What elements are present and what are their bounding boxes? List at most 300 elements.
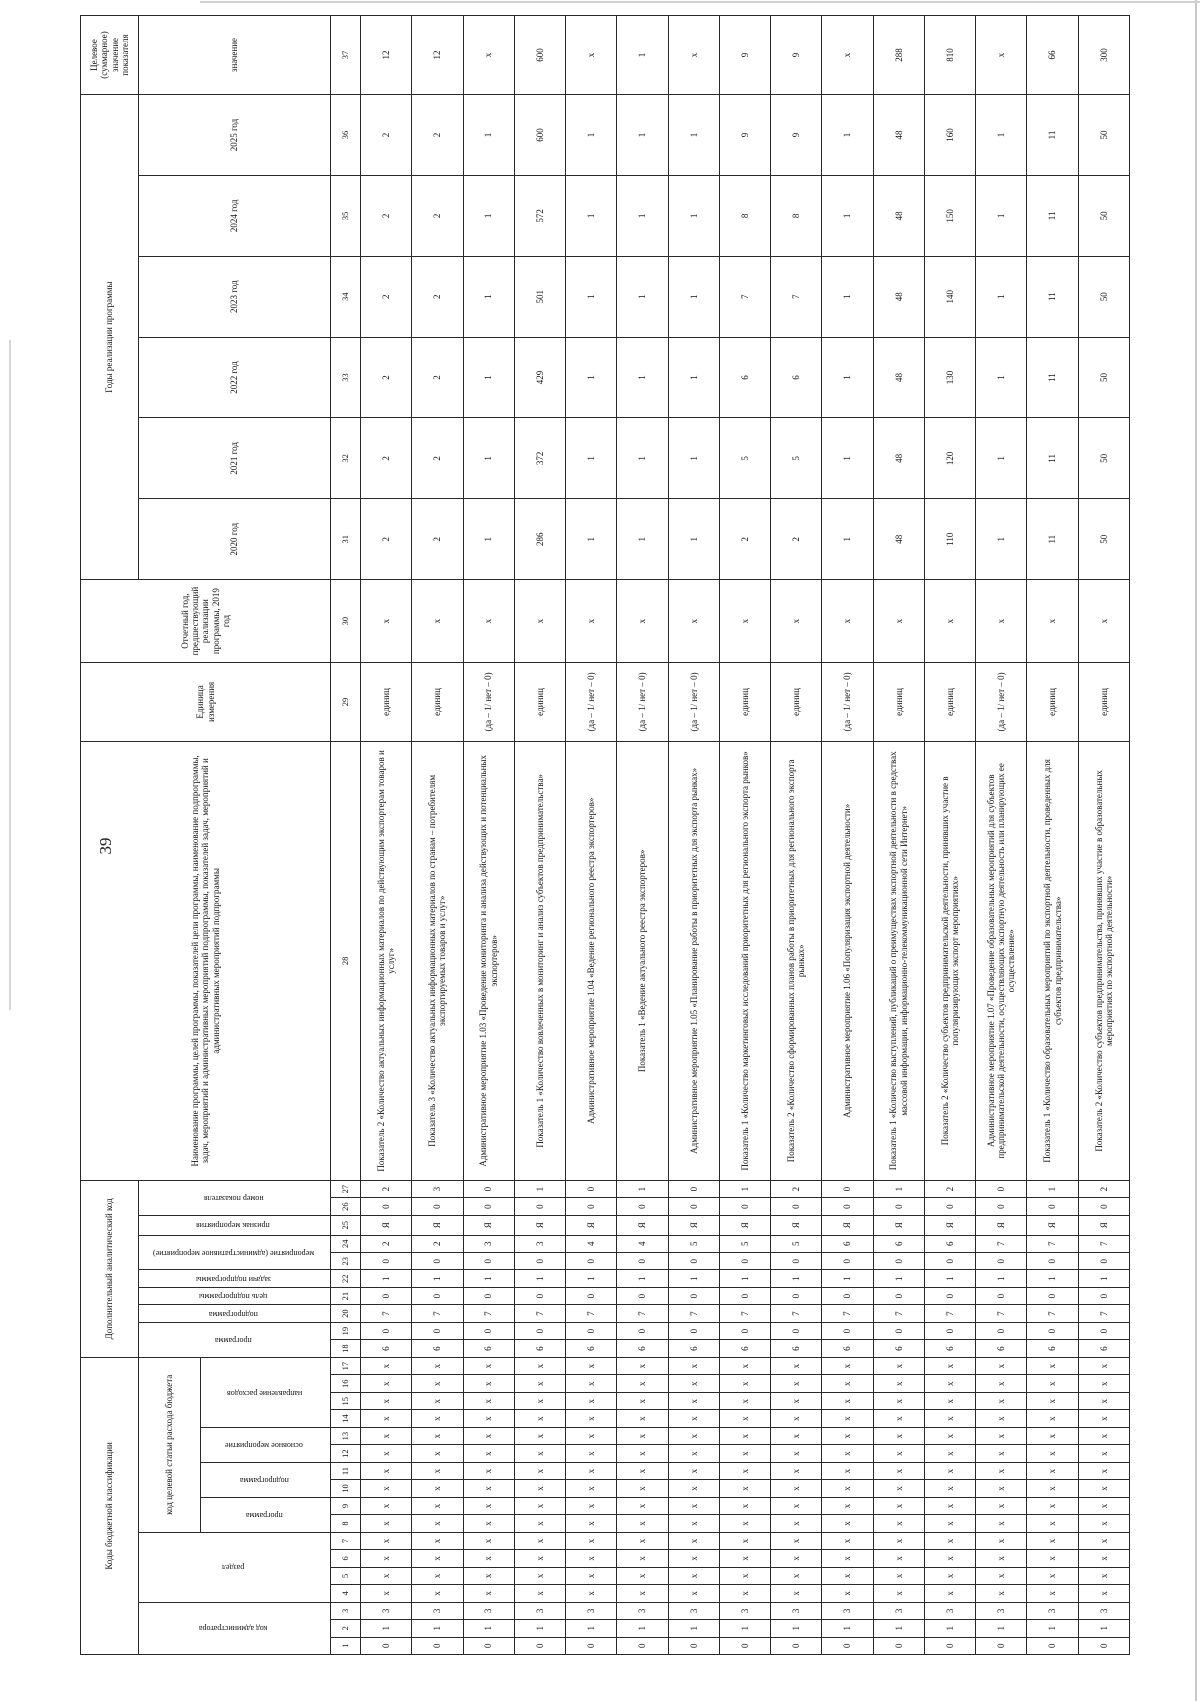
unit-cell: единиц bbox=[719, 663, 770, 742]
code-cell: х bbox=[412, 1427, 463, 1444]
code-cell: 2 bbox=[412, 1235, 463, 1252]
year-2024-header: 2024 год bbox=[139, 175, 331, 256]
direction-header: направление расходов bbox=[201, 1357, 331, 1427]
code-cell: 1 bbox=[412, 1620, 463, 1637]
year-2023-header: 2023 год bbox=[139, 256, 331, 337]
code-cell: х bbox=[719, 1532, 770, 1549]
code-cell: х bbox=[361, 1357, 412, 1375]
unit-cell: (да – 1/ нет – 0) bbox=[668, 663, 719, 742]
code-cell: х bbox=[668, 1567, 719, 1584]
code-cell: 0 bbox=[719, 1198, 770, 1215]
col-number: 28 bbox=[331, 741, 361, 1180]
indicator-name-cell: Административное мероприятие 1.05 «Планирование работы в приоритетных для экспорта рынках» bbox=[668, 741, 719, 1180]
code-cell: х bbox=[719, 1585, 770, 1602]
code-cell: х bbox=[412, 1357, 463, 1375]
col-number: 31 bbox=[331, 499, 361, 580]
code-cell: х bbox=[1078, 1532, 1129, 1549]
code-cell: 4 bbox=[566, 1235, 617, 1252]
code-cell: х bbox=[463, 1357, 514, 1375]
year-2020-cell: 1 bbox=[617, 499, 668, 580]
code-cell: х bbox=[514, 1497, 565, 1514]
code-cell: 5 bbox=[668, 1235, 719, 1252]
code-cell: х bbox=[617, 1532, 668, 1549]
year-2022-cell: 6 bbox=[771, 337, 822, 418]
code-cell: 0 bbox=[976, 1198, 1027, 1215]
indicator-name-cell: Показатель 3 «Количество актуальных информационных материалов по странам – потребителям экспортируемых товаров и услуг» bbox=[412, 741, 463, 1180]
year-2020-cell: 48 bbox=[873, 499, 924, 580]
code-cell: 1 bbox=[822, 1620, 873, 1637]
code-cell: х bbox=[976, 1480, 1027, 1497]
code-cell: 0 bbox=[412, 1322, 463, 1339]
code-cell: х bbox=[668, 1427, 719, 1444]
code-cell: х bbox=[514, 1375, 565, 1392]
code-cell: х bbox=[924, 1585, 975, 1602]
code-cell: 1 bbox=[719, 1270, 770, 1287]
year-2020-cell: 1 bbox=[976, 499, 1027, 580]
code-cell: х bbox=[822, 1392, 873, 1409]
table-row bbox=[514, 16, 565, 1655]
code-cell: х bbox=[514, 1480, 565, 1497]
year-2023-cell: 1 bbox=[463, 256, 514, 337]
table-row bbox=[924, 16, 975, 1655]
indicator-name-cell: Показатель 2 «Количество субъектов предпринимательства, принявших участие в образовательных мероприятиях по экспортной деятельности» bbox=[1078, 741, 1129, 1180]
program-code-header: программа bbox=[139, 1322, 331, 1357]
code-cell: х bbox=[1027, 1497, 1078, 1514]
code-cell: 1 bbox=[514, 1270, 565, 1287]
year-2022-cell: 2 bbox=[361, 337, 412, 418]
year-2020-cell: 286 bbox=[514, 499, 565, 580]
col-number: 30 bbox=[331, 580, 361, 663]
code-cell: х bbox=[873, 1410, 924, 1427]
code-cell: х bbox=[361, 1392, 412, 1409]
code-cell: х bbox=[617, 1392, 668, 1409]
table-row bbox=[873, 16, 924, 1655]
year-2023-cell: 48 bbox=[873, 256, 924, 337]
year-2021-cell: 48 bbox=[873, 418, 924, 499]
code-cell: 7 bbox=[566, 1305, 617, 1322]
year-2022-header: 2022 год bbox=[139, 337, 331, 418]
code-cell: 0 bbox=[463, 1180, 514, 1197]
unit-cell: (да – 1/ нет – 0) bbox=[566, 663, 617, 742]
code-cell: 0 bbox=[566, 1322, 617, 1339]
year-2024-cell: 8 bbox=[719, 175, 770, 256]
code-cell: 0 bbox=[924, 1252, 975, 1269]
code-cell: 1 bbox=[976, 1620, 1027, 1637]
year-2020-cell: 50 bbox=[1078, 499, 1129, 580]
year-2020-cell: 110 bbox=[924, 499, 975, 580]
code-cell: 1 bbox=[463, 1620, 514, 1637]
code-cell: 0 bbox=[822, 1180, 873, 1197]
year-2022-cell: 2 bbox=[412, 337, 463, 418]
code-cell: 0 bbox=[822, 1252, 873, 1269]
code-cell: х bbox=[1027, 1515, 1078, 1532]
base-year-cell: х bbox=[924, 580, 975, 663]
code-cell: 6 bbox=[822, 1340, 873, 1357]
code-cell: х bbox=[514, 1392, 565, 1409]
unit-cell: единиц bbox=[1027, 663, 1078, 742]
unit-cell: единиц bbox=[1078, 663, 1129, 742]
code-cell: 3 bbox=[514, 1235, 565, 1252]
code-cell: Я bbox=[617, 1215, 668, 1235]
code-cell: х bbox=[361, 1462, 412, 1479]
code-cell: 0 bbox=[1027, 1287, 1078, 1304]
code-cell: х bbox=[617, 1445, 668, 1462]
base-year-header: Отчетный год, предшествующий реализации программы, 2019 год bbox=[81, 580, 331, 663]
code-cell: х bbox=[1027, 1550, 1078, 1567]
code-cell: 0 bbox=[566, 1198, 617, 1215]
col-number: 32 bbox=[331, 418, 361, 499]
code-cell: х bbox=[924, 1357, 975, 1375]
code-cell: х bbox=[873, 1427, 924, 1444]
code-cell: х bbox=[1027, 1392, 1078, 1409]
code-cell: 0 bbox=[1027, 1198, 1078, 1215]
year-2024-cell: 8 bbox=[771, 175, 822, 256]
code-cell: х bbox=[771, 1427, 822, 1444]
year-2025-cell: 1 bbox=[617, 95, 668, 176]
code-cell: 7 bbox=[1027, 1235, 1078, 1252]
code-cell: х bbox=[976, 1497, 1027, 1514]
subprogram-code-header: подпрограмма bbox=[139, 1305, 331, 1322]
code-cell: х bbox=[924, 1532, 975, 1549]
code-cell: 0 bbox=[617, 1637, 668, 1654]
year-2023-cell: 501 bbox=[514, 256, 565, 337]
col-number: 9 bbox=[331, 1497, 361, 1514]
code-cell: х bbox=[566, 1515, 617, 1532]
code-cell: х bbox=[771, 1375, 822, 1392]
code-cell: х bbox=[1027, 1585, 1078, 1602]
code-cell: х bbox=[514, 1410, 565, 1427]
code-cell: х bbox=[514, 1585, 565, 1602]
year-2024-cell: 1 bbox=[822, 175, 873, 256]
year-2023-cell: 50 bbox=[1078, 256, 1129, 337]
code-cell: 0 bbox=[668, 1637, 719, 1654]
code-cell: 3 bbox=[873, 1602, 924, 1619]
code-cell: х bbox=[822, 1567, 873, 1584]
year-2023-cell: 7 bbox=[719, 256, 770, 337]
code-cell: х bbox=[361, 1532, 412, 1549]
measure-type-header: признак мероприятия bbox=[139, 1215, 331, 1235]
col-number: 37 bbox=[331, 16, 361, 95]
code-cell: 0 bbox=[566, 1637, 617, 1654]
code-cell: 6 bbox=[1027, 1340, 1078, 1357]
code-cell: х bbox=[771, 1532, 822, 1549]
code-cell: 0 bbox=[361, 1287, 412, 1304]
code-cell: 1 bbox=[463, 1270, 514, 1287]
code-cell: 0 bbox=[1078, 1252, 1129, 1269]
year-2021-cell: 1 bbox=[822, 418, 873, 499]
code-cell: х bbox=[976, 1532, 1027, 1549]
code-cell: х bbox=[1027, 1375, 1078, 1392]
year-2021-cell: 50 bbox=[1078, 418, 1129, 499]
unit-cell: (да – 1/ нет – 0) bbox=[463, 663, 514, 742]
code-cell: 0 bbox=[873, 1252, 924, 1269]
target-value-cell: х bbox=[668, 16, 719, 95]
table-row bbox=[719, 16, 770, 1655]
year-2022-cell: 1 bbox=[566, 337, 617, 418]
code-cell: х bbox=[566, 1375, 617, 1392]
col-number: 18 bbox=[331, 1340, 361, 1357]
code-cell: х bbox=[514, 1357, 565, 1375]
code-cell: х bbox=[976, 1567, 1027, 1584]
indicator-name-cell: Показатель 1 «Количество образовательных мероприятий по экспортной деятельности, проведенных для субъектов предпринимательства» bbox=[1027, 741, 1078, 1180]
code-cell: 6 bbox=[412, 1340, 463, 1357]
code-cell: 0 bbox=[976, 1252, 1027, 1269]
code-cell: х bbox=[617, 1375, 668, 1392]
code-cell: 0 bbox=[361, 1198, 412, 1215]
code-cell: 1 bbox=[617, 1620, 668, 1637]
indicator-name-cell: Показатель 1 «Количество маркетинговых исследований приоритетных для регионального экспорта рынков» bbox=[719, 741, 770, 1180]
code-cell: 1 bbox=[873, 1180, 924, 1197]
code-cell: х bbox=[617, 1410, 668, 1427]
code-cell: х bbox=[822, 1445, 873, 1462]
code-cell: х bbox=[1078, 1550, 1129, 1567]
code-cell: 0 bbox=[412, 1287, 463, 1304]
code-cell: х bbox=[463, 1567, 514, 1584]
code-cell: 1 bbox=[924, 1270, 975, 1287]
table-row bbox=[1078, 16, 1129, 1655]
code-cell: х bbox=[1078, 1462, 1129, 1479]
year-2024-cell: 1 bbox=[617, 175, 668, 256]
code-cell: х bbox=[566, 1585, 617, 1602]
code-cell: 0 bbox=[514, 1252, 565, 1269]
code-cell: 1 bbox=[976, 1270, 1027, 1287]
code-cell: х bbox=[719, 1497, 770, 1514]
code-cell: 2 bbox=[771, 1180, 822, 1197]
table-row bbox=[976, 16, 1027, 1655]
code-cell: х bbox=[1027, 1567, 1078, 1584]
code-cell: х bbox=[1078, 1480, 1129, 1497]
code-cell: х bbox=[719, 1550, 770, 1567]
code-cell: х bbox=[514, 1462, 565, 1479]
code-cell: 0 bbox=[1078, 1287, 1129, 1304]
code-cell: х bbox=[771, 1392, 822, 1409]
code-cell: х bbox=[361, 1585, 412, 1602]
table-row bbox=[1027, 16, 1078, 1655]
base-year-cell: х bbox=[668, 580, 719, 663]
code-cell: х bbox=[617, 1462, 668, 1479]
code-cell: 0 bbox=[617, 1198, 668, 1215]
code-cell: х bbox=[924, 1410, 975, 1427]
unit-cell: (да – 1/ нет – 0) bbox=[617, 663, 668, 742]
base-year-cell: х bbox=[617, 580, 668, 663]
year-2024-cell: 1 bbox=[566, 175, 617, 256]
year-2023-cell: 1 bbox=[976, 256, 1027, 337]
year-2021-cell: 2 bbox=[361, 418, 412, 499]
code-cell: х bbox=[463, 1515, 514, 1532]
code-cell: 0 bbox=[617, 1252, 668, 1269]
code-cell: х bbox=[873, 1532, 924, 1549]
code-cell: 1 bbox=[719, 1620, 770, 1637]
year-2020-cell: 2 bbox=[771, 499, 822, 580]
code-cell: 0 bbox=[668, 1322, 719, 1339]
code-cell: х bbox=[822, 1515, 873, 1532]
code-cell: Я bbox=[668, 1215, 719, 1235]
code-cell: 0 bbox=[566, 1252, 617, 1269]
code-cell: 7 bbox=[873, 1305, 924, 1322]
code-cell: х bbox=[924, 1550, 975, 1567]
code-cell: х bbox=[719, 1375, 770, 1392]
code-cell: 0 bbox=[412, 1252, 463, 1269]
code-cell: 6 bbox=[617, 1340, 668, 1357]
code-cell: х bbox=[514, 1427, 565, 1444]
code-cell: х bbox=[361, 1427, 412, 1444]
code-cell: 0 bbox=[463, 1322, 514, 1339]
code-cell: х bbox=[1078, 1497, 1129, 1514]
code-cell: 0 bbox=[463, 1252, 514, 1269]
code-cell: 3 bbox=[1078, 1602, 1129, 1619]
code-cell: х bbox=[617, 1480, 668, 1497]
code-cell: 1 bbox=[1027, 1620, 1078, 1637]
code-cell: х bbox=[361, 1515, 412, 1532]
code-cell: 3 bbox=[1027, 1602, 1078, 1619]
indicator-name-cell: Показатель 2 «Количество актуальных информационных материалов по действующим экспортерам товаров и услуг» bbox=[361, 741, 412, 1180]
year-2022-cell: 48 bbox=[873, 337, 924, 418]
code-cell: 0 bbox=[976, 1180, 1027, 1197]
code-cell: х bbox=[463, 1462, 514, 1479]
code-cell: х bbox=[668, 1480, 719, 1497]
base-year-cell: х bbox=[566, 580, 617, 663]
admin-code-header: код администратора bbox=[139, 1602, 331, 1654]
year-2021-cell: 5 bbox=[719, 418, 770, 499]
year-2024-cell: 2 bbox=[412, 175, 463, 256]
code-cell: х bbox=[361, 1567, 412, 1584]
code-cell: 1 bbox=[566, 1620, 617, 1637]
target-value-cell: 12 bbox=[361, 16, 412, 95]
year-2022-cell: 1 bbox=[463, 337, 514, 418]
year-2025-cell: 1 bbox=[566, 95, 617, 176]
code-cell: х bbox=[976, 1427, 1027, 1444]
code-cell: 0 bbox=[1078, 1322, 1129, 1339]
code-cell: х bbox=[1078, 1445, 1129, 1462]
code-cell: 3 bbox=[771, 1602, 822, 1619]
target-article-header: код целевой статьи расхода бюджета bbox=[139, 1357, 201, 1532]
unit-cell: (да – 1/ нет – 0) bbox=[976, 663, 1027, 742]
year-2024-cell: 572 bbox=[514, 175, 565, 256]
code-cell: х bbox=[566, 1480, 617, 1497]
code-cell: х bbox=[514, 1532, 565, 1549]
code-cell: 0 bbox=[719, 1287, 770, 1304]
budget-codes-header: Коды бюджетной классификации bbox=[81, 1357, 139, 1654]
code-cell: Я bbox=[514, 1215, 565, 1235]
code-cell: 1 bbox=[566, 1270, 617, 1287]
code-cell: х bbox=[719, 1427, 770, 1444]
code-cell: 0 bbox=[873, 1637, 924, 1654]
code-cell: х bbox=[514, 1550, 565, 1567]
code-cell: х bbox=[668, 1410, 719, 1427]
code-cell: 6 bbox=[822, 1235, 873, 1252]
code-cell: 0 bbox=[514, 1198, 565, 1215]
code-cell: х bbox=[822, 1462, 873, 1479]
target-value-cell: х bbox=[463, 16, 514, 95]
indicator-name-cell: Показатель 2 «Количество сформированных планов работы в приоритетных для регионального экспорта рынках» bbox=[771, 741, 822, 1180]
year-2023-cell: 1 bbox=[822, 256, 873, 337]
year-2022-cell: 429 bbox=[514, 337, 565, 418]
target-value-cell: 66 bbox=[1027, 16, 1078, 95]
code-cell: 3 bbox=[976, 1602, 1027, 1619]
code-cell: х bbox=[976, 1462, 1027, 1479]
page-number: 39 bbox=[96, 837, 115, 855]
measures-code-header: мероприятие (административное мероприятие) bbox=[139, 1235, 331, 1270]
code-cell: х bbox=[771, 1462, 822, 1479]
code-cell: х bbox=[668, 1445, 719, 1462]
code-cell: 3 bbox=[668, 1602, 719, 1619]
code-cell: 0 bbox=[617, 1322, 668, 1339]
code-cell: х bbox=[566, 1445, 617, 1462]
code-cell: х bbox=[976, 1410, 1027, 1427]
code-cell: 1 bbox=[668, 1620, 719, 1637]
code-cell: х bbox=[463, 1480, 514, 1497]
code-cell: х bbox=[1027, 1410, 1078, 1427]
code-cell: х bbox=[873, 1357, 924, 1375]
code-cell: х bbox=[668, 1515, 719, 1532]
target-value-cell: 810 bbox=[924, 16, 975, 95]
code-cell: 0 bbox=[617, 1287, 668, 1304]
code-cell: 0 bbox=[719, 1252, 770, 1269]
code-cell: 7 bbox=[822, 1305, 873, 1322]
code-cell: х bbox=[873, 1392, 924, 1409]
code-cell: 0 bbox=[719, 1322, 770, 1339]
code-cell: 3 bbox=[463, 1602, 514, 1619]
code-cell: 1 bbox=[719, 1180, 770, 1197]
year-2020-cell: 2 bbox=[361, 499, 412, 580]
col-number: 26 bbox=[331, 1198, 361, 1215]
code-cell: х bbox=[976, 1445, 1027, 1462]
code-cell: х bbox=[924, 1427, 975, 1444]
code-cell: х bbox=[463, 1445, 514, 1462]
year-2021-cell: 1 bbox=[566, 418, 617, 499]
year-2025-cell: 9 bbox=[719, 95, 770, 176]
code-cell: х bbox=[873, 1375, 924, 1392]
year-2023-cell: 140 bbox=[924, 256, 975, 337]
code-cell: Я bbox=[719, 1215, 770, 1235]
target-value-cell: 288 bbox=[873, 16, 924, 95]
year-2024-cell: 1 bbox=[976, 175, 1027, 256]
target-value-cell: 9 bbox=[771, 16, 822, 95]
code-cell: х bbox=[924, 1462, 975, 1479]
code-cell: х bbox=[873, 1480, 924, 1497]
unit-cell: единиц bbox=[361, 663, 412, 742]
code-cell: 0 bbox=[873, 1287, 924, 1304]
code-cell: 0 bbox=[1078, 1198, 1129, 1215]
code-cell: 0 bbox=[822, 1287, 873, 1304]
code-cell: 0 bbox=[463, 1198, 514, 1215]
code-cell: 0 bbox=[771, 1287, 822, 1304]
year-2024-cell: 48 bbox=[873, 175, 924, 256]
code-cell: 0 bbox=[1027, 1322, 1078, 1339]
col-number: 19 bbox=[331, 1322, 361, 1339]
code-cell: 1 bbox=[1078, 1270, 1129, 1287]
code-cell: х bbox=[1027, 1480, 1078, 1497]
year-2021-header: 2021 год bbox=[139, 418, 331, 499]
code-cell: х bbox=[412, 1375, 463, 1392]
code-cell: х bbox=[976, 1585, 1027, 1602]
col-number: 29 bbox=[331, 663, 361, 742]
code-cell: 1 bbox=[771, 1620, 822, 1637]
code-cell: 0 bbox=[771, 1252, 822, 1269]
table-row bbox=[361, 16, 412, 1655]
col-number: 10 bbox=[331, 1480, 361, 1497]
code-cell: х bbox=[617, 1585, 668, 1602]
code-cell: х bbox=[617, 1427, 668, 1444]
col-number: 15 bbox=[331, 1392, 361, 1409]
code-cell: х bbox=[822, 1532, 873, 1549]
year-2023-cell: 2 bbox=[361, 256, 412, 337]
year-2025-cell: 48 bbox=[873, 95, 924, 176]
col-number: 5 bbox=[331, 1567, 361, 1584]
col-number: 4 bbox=[331, 1585, 361, 1602]
code-cell: х bbox=[668, 1497, 719, 1514]
indicator-name-cell: Показатель 1 «Количество выступлений, публикаций о преимуществах экспортной деятельности в средствах массовой информации, информационно-телекоммуникационной сети Интернет» bbox=[873, 741, 924, 1180]
